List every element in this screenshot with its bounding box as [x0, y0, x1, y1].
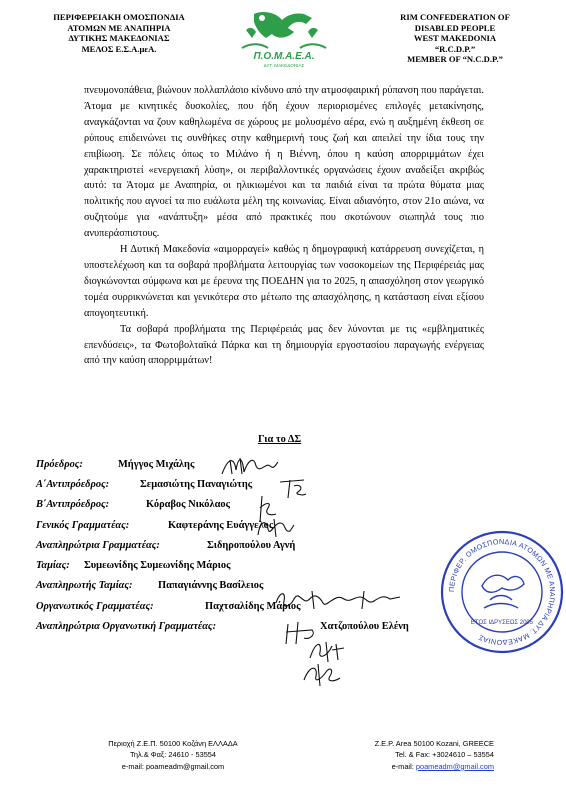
header-right-line: RIM CONFEDERATION OF	[400, 12, 510, 22]
official-stamp	[438, 528, 566, 656]
letter-body	[84, 83, 484, 369]
board-member-row	[36, 580, 264, 591]
logo-text: Π.Ο.Μ.Α.Ε.Α.	[253, 51, 315, 62]
handwritten-signature	[276, 476, 310, 500]
footer-email-row	[364, 761, 494, 772]
header-right-line: MEMBER OF “N.C.D.P.”	[407, 54, 503, 65]
header-right-line: “R.C.D.P.”	[434, 43, 476, 54]
member-role: Γενικός Γραμματέας:	[36, 520, 130, 531]
member-name: Σεμασιώτης Παναγιώτης	[140, 479, 253, 490]
board-member-row	[36, 479, 253, 490]
footer-contact-greek	[98, 738, 248, 772]
footer-phone: Tel. & Fax: +3024610 – 53554	[395, 750, 494, 760]
footer-email: e-mail: poameadm@gmail.com	[121, 761, 225, 771]
body-paragraph: Τα σοβαρά προβλήματα της Περιφέρειάς μας δεν λύνονται με τις «εμβληματικές επενδύσεις», τα Φωτοβολταϊκά Πάρκα και τη δημιουργία εργοστασίου παραγωγής ενέργειας από την καύση απορριμμάτων!	[84, 323, 484, 367]
header-left-org-name-greek	[24, 12, 214, 54]
board-member-row	[36, 621, 409, 632]
header-left-line: ΜΕΛΟΣ Ε.Σ.Α.μεΑ.	[81, 43, 157, 54]
footer-contact-english	[364, 738, 494, 772]
svg-text:ΠΕΡΙΦΕΡ. ΟΜΟΣΠΟΝΔΙΑ ΑΤΟΜΩΝ ΜΕ	[447, 537, 557, 647]
footer-email-link[interactable]: poameadm@gmail.com	[415, 761, 494, 771]
member-name: Κόραβος Νικόλαος	[146, 499, 230, 510]
member-role: Β΄Αντιπρόεδρος:	[36, 499, 110, 510]
member-name: Συμεωνίδης Συμεωνίδης Μάριος	[84, 560, 231, 571]
member-role: Πρόεδρος:	[36, 459, 83, 470]
member-name: Σιδηροπούλου Αγνή	[207, 540, 296, 551]
header-right-line: DISABLED PEOPLE	[414, 22, 496, 33]
stamp-ring-text: ΠΕΡΙΦΕΡ. ΟΜΟΣΠΟΝΔΙΑ ΑΤΟΜΩΝ ΜΕ ΑΝΑΠΗΡΙΑ ΔΥΤ. ΜΑΚΕΔΟΝΙΑΣ	[446, 536, 558, 648]
footer-email-label: e-mail:	[391, 761, 414, 771]
member-role: Ταμίας:	[36, 560, 70, 571]
member-role: Α΄Αντιπρόεδρος:	[36, 479, 110, 490]
member-role: Αναπληρώτρια Γραμματέας:	[36, 540, 160, 551]
board-member-row	[36, 520, 274, 531]
member-name: Παχτσαλίδης Μάριος	[205, 601, 301, 612]
footer-address: Z.E.P. Area 50100 Kozani, GREECE	[374, 739, 494, 748]
member-role: Αναπληρώτρια Οργανωτική Γραμματέας:	[36, 621, 217, 632]
handwritten-signature	[272, 587, 404, 613]
header-left-line: ΑΤΟΜΩΝ ΜΕ ΑΝΑΠΗΡΙΑ	[67, 22, 171, 33]
header-right-line: WEST MAKEDONIA	[413, 33, 497, 44]
organization-logo	[232, 8, 336, 70]
board-member-row	[36, 540, 296, 551]
handwritten-signature	[220, 452, 280, 478]
member-name: Παπαγιάννης Βασίλειος	[158, 580, 264, 591]
header-right-org-name-english	[360, 12, 550, 65]
body-paragraph: Η Δυτική Μακεδονία «αιμορραγεί» καθώς η δημογραφική κατάρρευση συνεχίζεται, η υποστελέχωση και τα σοβαρά προβλήματα λειτουργίας των νοσοκομείων της Περιφέρειάς μας διογκώνονται σύμφωνα και με έρευνα της ΠΟΕΔΗΝ για το 2025, η απασχόληση στον γεωργικό τομέα συρρικνώνεται και γενικότερα στο μέτωπο της απασχόλησης, η κατάσταση είναι εξίσου απογοητευτική.	[84, 244, 484, 319]
handwritten-signature	[254, 515, 296, 539]
member-name: Μήγγος Μιχάλης	[118, 459, 195, 470]
header-left-line: ΔΥΤΙΚΗΣ ΜΑΚΕΔΟΝΙΑΣ	[68, 33, 170, 44]
board-signature-title: Για το ΔΣ	[258, 434, 302, 445]
member-name: Καφτεράνης Ευάγγελος	[168, 520, 274, 531]
body-paragraph: πνευμονοπάθεια, βιώνουν πολλαπλάσιο κίνδυνο από την ατμοσφαιρική ρύπανση που παράγεται. Άτομα με κινητικές δυσκολίες, που ήδη έχουν περιορισμένες επιλογές μετακίνησης, αναγκάζονται να ζουν καθηλωμένα σε χώρους με μολυσμένο αέρα, ενώ η αυξημένη έκθεση σε ρύπους επιδεινώνει τις συνθήκες στην καθημερινή τους ζωή και απειλεί την ίδια τους την επιβίωση. Σε πόλεις όπως το Μιλάνο ή η Βιέννη, όπου η καύση απορριμμάτων έχει χαρακτηριστεί «ενεργειακή λύση», οι περιβαλλοντικές οργανώσεις έχουν αναδείξει ακριβώς αυτό: τα Άτομα με Αναπηρία, οι ηλικιωμένοι και τα παιδιά είναι τα πρώτα θύματα μιας πολιτικής που αγνοεί τα πιο ευάλωτα μέλη της κοινωνίας. Είναι αδιανόητο, στον 21ο αιώνα, να συζητούμε για «ανάπτυξη» μέσα από πρακτικές που σκοτώνουν σιωπηλά τους πιο ανυπεράσπιστους.	[84, 85, 484, 240]
member-name: Χατζοπούλου Ελένη	[320, 621, 409, 632]
header-left-line: ΠΕΡΙΦΕΡΕΙΑΚΗ ΟΜΟΣΠΟΝΔΙΑ	[53, 12, 185, 22]
handwritten-signature	[300, 660, 342, 688]
board-member-row	[36, 601, 301, 612]
logo-subtext: ΔΥΤ. ΜΑΚΕΔΟΝΙΑΣ	[263, 63, 305, 68]
member-role: Οργανωτικός Γραμματέας:	[36, 601, 154, 612]
stamp-inner-text: ΕΤΟΣ ΙΔΡΥΣΕΩΣ 2005	[470, 620, 534, 626]
footer-address: Περιοχή Ζ.Ε.Π. 50100 Κοζάνη ΕΛΛΑΔΑ	[108, 739, 238, 748]
board-member-row	[36, 459, 195, 470]
board-member-row	[36, 560, 231, 571]
board-member-row	[36, 499, 230, 510]
footer-phone: Τηλ.& Φαξ: 24610 - 53554	[129, 750, 217, 760]
member-role: Αναπληρωτής Ταμίας:	[36, 580, 133, 591]
